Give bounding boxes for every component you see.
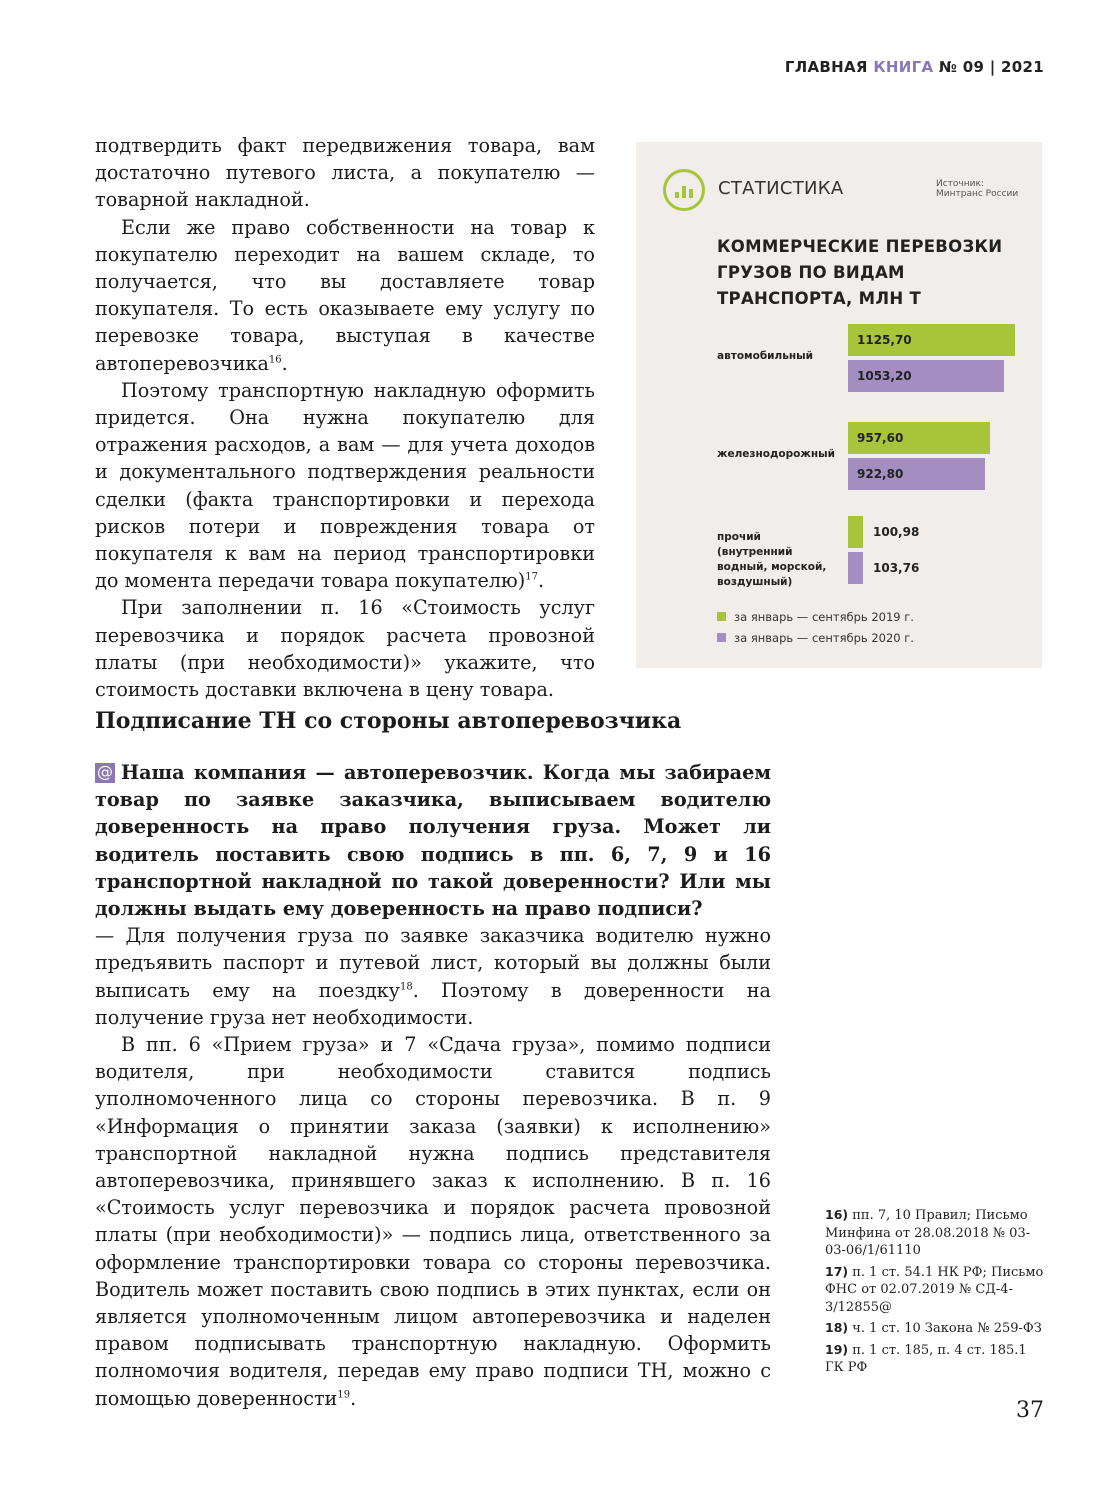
- legend-item: за январь — сентябрь 2019 г.: [717, 610, 914, 624]
- header-title-accent: КНИГА: [873, 58, 934, 76]
- qa-block: [95, 759, 771, 1412]
- bar-2-1: [848, 552, 863, 584]
- statistics-heading: СТАТИСТИКА: [718, 178, 844, 199]
- answer-paragraph: В пп. 6 «Прием груза» и 7 «Сдача груза», помимо подписи водителя, при необходимости ставится подпись уполномоченного лица со стороны перевозчика. В п. 9 «Информация о принятии заказа (заявки) к исполнению» транспортной накладной нужна подпись представителя автоперевозчика, принявшего заказ к исполнению. В п. 16 «Стоимость услуг перевозчика и порядок расчета провозной платы (при необходимости)» — подпись лица, ответственного за оформление транспортировки товара со стороны перевозчика. Водитель может поставить свою подпись в этих пунктах, если он является уполномоченным лицом автоперевозчика и наделен правом подписывать транспортную накладную. Оформить полномочия водителя, передав ему право подписи ТН, можно с помощью доверенности$^{19}$.: [95, 1033, 771, 1410]
- paragraph: При заполнении п. 16 «Стоимость услуг перевозчика и порядок расчета провозной платы (при необходимости)» укажите, что стоимость доставки включена в цену товара.: [95, 596, 595, 702]
- legend-swatch: [717, 633, 726, 642]
- footnote: 16) пп. 7, 10 Правил; Письмо Минфина от 28.08.2018 № 03-03-06/1/61110: [825, 1207, 1031, 1258]
- answer-paragraph: — Для получения груза по заявке заказчика водителю нужно предъявить паспорт и путевой лист, который вы должны были выписать ему на поездку$^{18}$. Поэтому в доверенности на получение груза нет необходимости.: [95, 924, 771, 1029]
- footnote-ref: 19: [337, 1389, 351, 1401]
- statistics-source: Источник: Минтранс России: [936, 179, 1019, 199]
- category-label: автомобильный: [717, 350, 813, 362]
- footnote-ref: 18: [399, 981, 413, 993]
- header-title-main: ГЛАВНАЯ: [784, 58, 874, 76]
- legend-swatch: [717, 612, 726, 621]
- footnote-ref: 17: [525, 571, 538, 583]
- at-icon: @: [97, 762, 113, 781]
- bar-value-label: 103,76: [873, 561, 920, 575]
- chart-title: КОММЕРЧЕСКИЕ ПЕРЕВОЗКИ ГРУЗОВ ПО ВИДАМ ТРАНСПОРТА, МЛН Т: [717, 237, 1003, 308]
- bar-value-label: 100,98: [873, 525, 920, 539]
- bar-1-1: 922,80: [848, 458, 985, 490]
- page-number: 37: [1016, 1398, 1044, 1423]
- bar-1-0: 957,60: [848, 422, 990, 454]
- magazine-header: [785, 58, 1044, 76]
- header-issue: № 09 | 2021: [933, 58, 1044, 76]
- question: @ Наша компания — автоперевозчик. Когда мы забираем товар по заявке заказчика, выписываем водителю доверенность на право получения груза. Может ли водитель поставить свою подпись в пп. 6, 7, 9 и 16 транспортной накладной по такой доверенности? Или мы должны выдать ему доверенность на право подписи?: [95, 761, 771, 921]
- intro-text: [95, 132, 595, 703]
- paragraph: Если же право собственности на товар к покупателю переходит на вашем складе, то получается, что вы доставляете товар покупателя. То есть оказываете ему услугу по перевозке товара, выступая в качестве автоперевозчика$^{16}$.: [95, 215, 595, 375]
- footnote-ref: 16: [268, 354, 282, 366]
- bar-0-0: 1125,70: [848, 324, 1015, 356]
- paragraph: подтвердить факт передвижения товара, вам достаточно путевого листа, а покупателю — товарной накладной.: [95, 134, 595, 212]
- footnote: 18) ч. 1 ст. 10 Закона № 259-ФЗ: [825, 1320, 1042, 1336]
- legend-item: за январь — сентябрь 2020 г.: [717, 631, 914, 645]
- section-title: Подписание ТН со стороны автоперевозчика: [95, 708, 682, 734]
- bar-2-0: [848, 516, 863, 548]
- category-label: прочий (внутренний водный, морской, воздушный): [717, 531, 827, 588]
- bar-chart-icon: [663, 169, 705, 211]
- paragraph: Поэтому транспортную накладную оформить придется. Она нужна покупателю для отражения расходов, а вам — для учета доходов и документального подтверждения реальности сделки (факта транспортировки и перехода рисков потери и повреждения товара от покупателя к вам на период транспортировки до момента передачи товара покупателю)$^{17}$.: [95, 378, 595, 593]
- category-label: железнодорожный: [717, 448, 835, 460]
- bar-0-1: 1053,20: [848, 360, 1004, 392]
- footnote: 19) п. 1 ст. 185, п. 4 ст. 185.1 ГК РФ: [825, 1341, 1027, 1375]
- statistics-box: [636, 142, 1042, 668]
- footnote: 17) п. 1 ст. 54.1 НК РФ; Письмо ФНС от 02.07.2019 № СД-4-3/12855@: [825, 1263, 1044, 1315]
- footnotes: [825, 1206, 1045, 1380]
